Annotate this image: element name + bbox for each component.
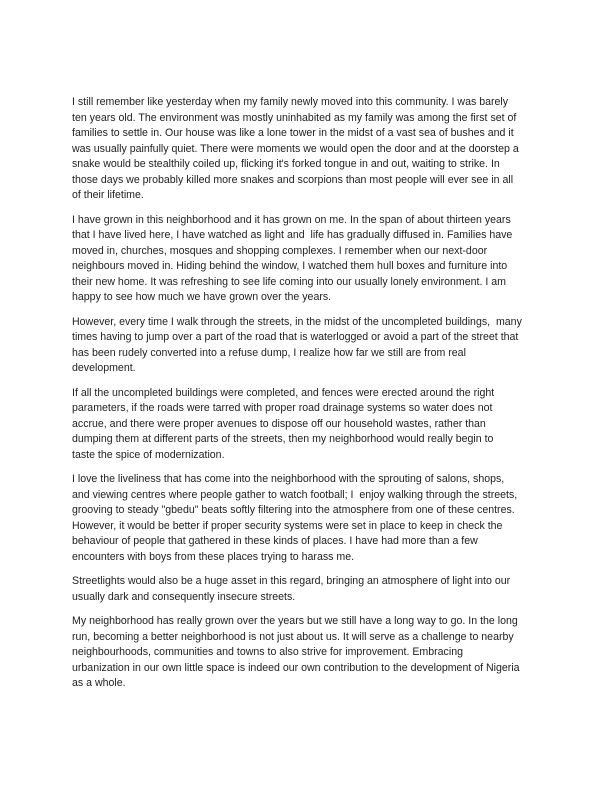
text-line: has been rudely converted into a refuse dump, I realize how far we still are from real [72, 346, 466, 359]
document-page [72, 95, 552, 701]
text-line: urbanization in our own little space is indeed our own contribution to the development of Nigeria [72, 661, 520, 674]
text-line: I still remember like yesterday when my family newly moved into this community. I was barely [72, 96, 509, 108]
paragraph-4 [72, 386, 552, 464]
paragraph-7 [72, 614, 552, 692]
text-line: snake would be stealthily coiled up, flicking it's forked tongue in and out, waiting to strike. In [72, 158, 500, 170]
text-line: behaviour of people that gathered in these kinds of places. I have had more than a few [72, 535, 478, 547]
text-line: times having to jump over a part of the road that is waterlogged or avoid a part of the street that [72, 331, 519, 343]
text-line: accrue, and there were proper avenues to dispose off our household wastes, rather than [72, 417, 486, 430]
text-line: and viewing centres where people gather to watch football; I enjoy walking through the streets, [72, 488, 518, 501]
paragraph-1 [72, 95, 552, 204]
text-line: taste the spice of modernization. [72, 448, 225, 461]
paragraph-6 [72, 574, 552, 605]
text-line: that I have lived here, I have watched as light and life has gradually diffused in. Families have [72, 229, 513, 241]
text-line: run, becoming a better neighborhood is not just about us. It will serve as a challenge to nearby [72, 630, 514, 643]
text-line: was usually painfully quiet. There were moments we would open the door and at the doorstep a [72, 142, 519, 155]
text-line: neighbours moved in. Hiding behind the window, I watched them hull boxes and furniture into [72, 260, 508, 272]
text-line: neighbourhoods, communities and towns to also strive for improvement. Embracing [72, 646, 463, 658]
text-line: families to settle in. Our house was like a lone tower in the midst of a vast sea of bushes and it [72, 127, 514, 139]
text-line: However, it would be better if proper security systems were set in place to keep in check the [72, 519, 503, 532]
text-line: If all the uncompleted buildings were completed, and fences were erected around the right [72, 386, 495, 399]
text-line: dumping them at different parts of the streets, then my neighborhood would really begin to [72, 433, 494, 445]
text-line: My neighborhood has really grown over the years but we still have a long way to go. In the long [72, 615, 518, 627]
text-line: usually dark and consequently insecure streets. [72, 590, 296, 603]
text-line: Streetlights would also be a huge asset in this regard, bringing an atmosphere of light into our [72, 575, 511, 587]
text-line: happy to see how much we have grown over the years. [72, 291, 332, 303]
paragraph-5 [72, 472, 552, 565]
paragraph-2 [72, 213, 552, 306]
text-line: I have grown in this neighborhood and it has grown on me. In the span of about thirteen years [72, 213, 511, 226]
text-line: I love the liveliness that has come into the neighborhood with the sprouting of salons, shops, [72, 473, 505, 485]
text-line: grooving to steady "gbedu" beats softly filtering into the atmosphere from one of these centres. [72, 504, 515, 516]
text-line: as a whole. [72, 677, 126, 689]
text-line: of their lifetime. [72, 189, 144, 201]
text-line: However, every time I walk through the streets, in the midst of the uncompleted buildings, many [72, 315, 522, 328]
paragraph-3 [72, 315, 552, 377]
text-line: encounters with boys from these places trying to harass me. [72, 550, 355, 563]
text-line: development. [72, 362, 136, 374]
text-line: those days we probably killed more snakes and scorpions than most people will ever see in all [72, 173, 514, 186]
text-line: ten years old. The environment was mostly uninhabited as my family was among the first set of [72, 111, 517, 124]
text-line: moved in, churches, mosques and shopping complexes. I remember when our next-door [72, 244, 488, 257]
text-line: parameters, if the roads were tarred with proper road drainage systems so water does not [72, 402, 493, 414]
text-line: their new home. It was refreshing to see life coming into our usually lonely environment. I am [72, 275, 506, 288]
